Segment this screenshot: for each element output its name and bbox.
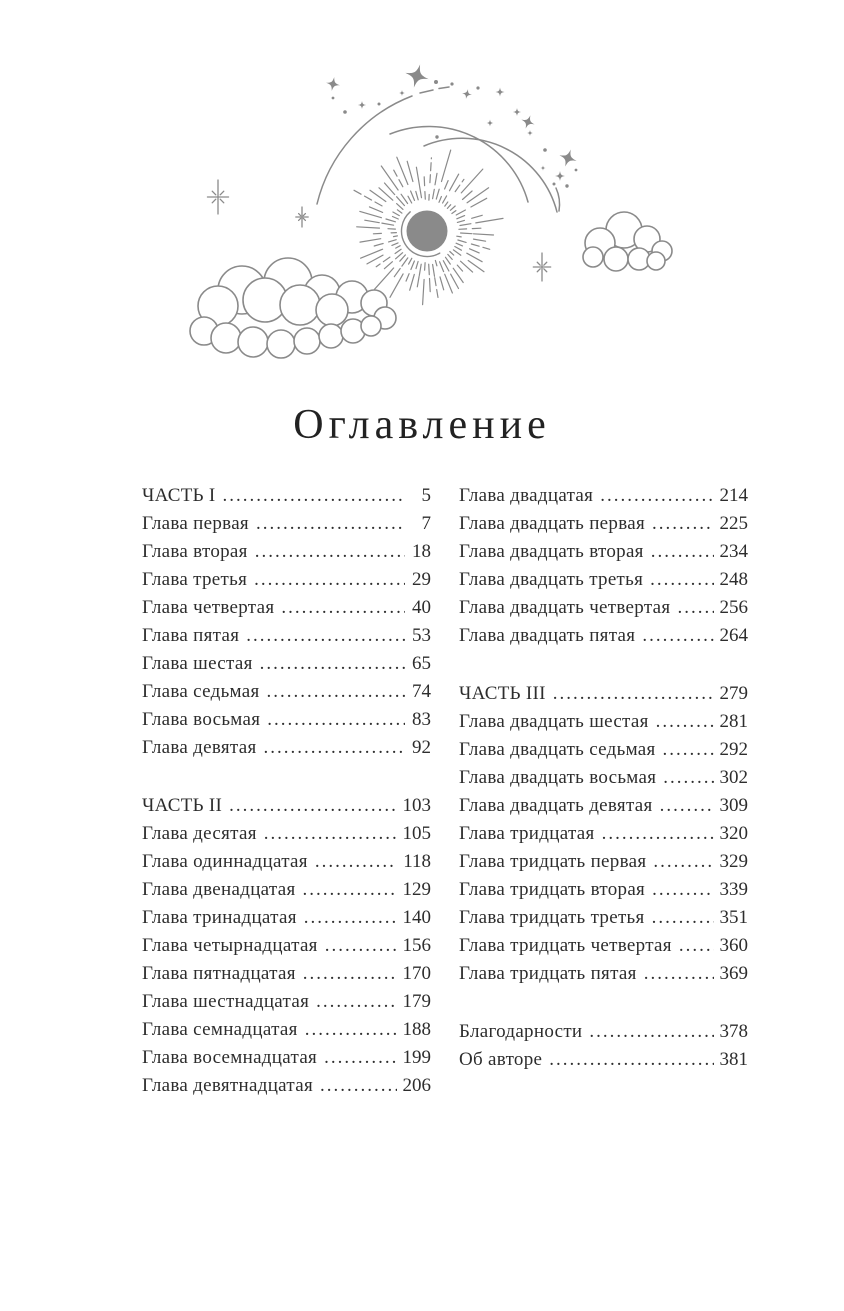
sparkle-group [207,180,550,281]
toc-entry [142,960,431,988]
toc-entry-page: 129 [402,879,431,900]
star-icon [496,88,505,97]
sparkle-icon [533,253,550,281]
toc-entry-label: Глава двенадцатая [142,879,296,900]
toc-leader-dots [653,848,713,876]
toc-leader-dots [264,734,405,762]
toc-entry-page: 53 [412,625,431,646]
toc-entry [459,960,748,988]
toc-entry-page: 179 [402,991,431,1012]
toc-entry [459,566,748,594]
toc-entry [459,538,748,566]
toc-entry-label: ЧАСТЬ II [142,795,223,816]
toc-entry-label: Глава тридцать пятая [459,963,637,984]
toc-entry-page: 74 [412,681,431,702]
toc-leader-dots [652,510,714,538]
toc-entry-label: Глава двадцать четвертая [459,597,671,618]
toc-leader-dots [281,594,405,622]
toc-entry-page: 225 [719,513,748,534]
toc-entry-label: Глава тридцать четвертая [459,935,672,956]
toc-column-right [459,482,748,1074]
arc-outer [317,96,412,204]
toc-leader-dots [267,706,405,734]
toc-entry [459,736,748,764]
celestial-illustration [0,0,844,390]
toc-entry-page: 309 [719,795,748,816]
toc-entry [142,566,431,594]
toc-leader-dots [679,932,714,960]
toc-entry-label: Глава семнадцатая [142,1019,298,1040]
toc-entry-page: 292 [719,739,748,760]
star-trail [325,61,579,187]
toc-entry [142,510,431,538]
toc-entry-label: Глава тридцать третья [459,907,645,928]
star-icon [540,165,545,170]
toc-entry [459,680,748,708]
star-dot [450,82,453,85]
toc-leader-dots [264,820,397,848]
star-icon [527,130,533,136]
toc-entry [142,482,431,510]
toc-entry-page: 256 [719,597,748,618]
toc-entry-label: Глава восемнадцатая [142,1047,318,1068]
toc-entry-label: Глава двадцатая [459,485,594,506]
star-icon [555,171,565,181]
toc-entry-page: 281 [719,711,748,732]
toc-entry-page: 248 [719,569,748,590]
star-dot [553,183,556,186]
toc-entry-label: Глава седьмая [142,681,260,702]
sun-core [407,211,448,252]
toc-leader-dots [324,1044,396,1072]
toc-leader-dots [589,1018,713,1046]
toc-leader-dots [651,538,714,566]
toc-entry [459,482,748,510]
toc-leader-dots [260,650,405,678]
toc-entry-label: Глава десятая [142,823,257,844]
toc-entry [459,622,748,650]
toc-entry [459,510,748,538]
toc-entry-label: ЧАСТЬ I [142,485,216,506]
toc-entry [459,764,748,792]
toc-entry-page: 29 [412,569,431,590]
star-dot [565,184,568,187]
toc-entry-page: 103 [402,795,431,816]
toc-leader-dots [553,680,714,708]
sun-icon [354,150,504,305]
toc-entry-label: Глава тридцатая [459,823,595,844]
toc-group [459,680,748,988]
page-title: Оглавление [293,402,551,448]
toc-entry-label: Глава двадцать седьмая [459,739,656,760]
cloud-right-icon [583,212,672,271]
toc-entry-label: Глава тринадцатая [142,907,297,928]
toc-entry-page: 279 [719,683,748,704]
star-icon [358,101,366,109]
toc-leader-dots [320,1072,396,1100]
toc-entry-page: 360 [719,935,748,956]
toc-group [459,1018,748,1074]
toc-entry-label: Глава двадцать восьмая [459,767,657,788]
toc-leader-dots [303,876,397,904]
toc-leader-dots [549,1046,713,1074]
toc-group [142,792,431,1100]
toc-entry-label: Глава пятая [142,625,240,646]
toc-entry [459,932,748,960]
toc-entry [142,932,431,960]
toc-leader-dots [223,482,406,510]
toc-entry-label: Глава четырнадцатая [142,935,318,956]
toc-entry [142,904,431,932]
toc-entry-label: Глава девятая [142,737,257,758]
toc-entry-page: 188 [402,1019,431,1040]
toc-entry-label: Глава двадцать третья [459,569,644,590]
toc-entry-page: 369 [719,963,748,984]
toc-entry-label: Глава шестнадцатая [142,991,310,1012]
toc-leader-dots [325,932,397,960]
cloud-left-icon [190,258,396,358]
toc-entry [142,622,431,650]
toc-entry-page: 320 [719,823,748,844]
toc-leader-dots [602,820,714,848]
toc-entry [142,792,431,820]
toc-entry [142,1044,431,1072]
toc-entry-page: 339 [719,879,748,900]
toc-leader-dots [246,622,405,650]
toc-entry-page: 92 [412,737,431,758]
toc-leader-dots [652,876,713,904]
star-icon [461,88,473,100]
toc-entry [459,820,748,848]
toc-entry [142,1016,431,1044]
toc-leader-dots [677,594,713,622]
star-dot [543,148,547,152]
toc-leader-dots [663,736,714,764]
toc-entry-page: 381 [719,1049,748,1070]
star-icon [557,147,580,170]
toc-entry-label: Глава первая [142,513,249,534]
toc-entry-page: 40 [412,597,431,618]
star-icon [402,61,431,90]
toc-entry-page: 302 [719,767,748,788]
star-dot [378,103,381,106]
toc-leader-dots [644,960,714,988]
toc-entry [142,678,431,706]
toc-column-left [142,482,431,1100]
toc-entry-label: Глава двадцать шестая [459,711,649,732]
toc-entry-page: 7 [421,513,431,534]
star-icon [513,108,521,116]
toc-entry [459,792,748,820]
star-icon [399,90,405,96]
star-dot [343,110,347,114]
toc-entry [142,538,431,566]
toc-entry [142,988,431,1016]
toc-entry-label: Глава тридцать первая [459,851,647,872]
star-icon [519,113,537,131]
toc-leader-dots [255,538,405,566]
toc-entry [142,1072,431,1100]
toc-entry-label: Глава двадцать вторая [459,541,644,562]
toc-entry [142,594,431,622]
toc-leader-dots [304,904,397,932]
toc-group [142,482,431,762]
toc-entry-label: Глава двадцать девятая [459,795,653,816]
toc-entry-page: 351 [719,907,748,928]
toc-entry [142,734,431,762]
toc-entry-label: Глава вторая [142,541,248,562]
toc-entry-label: Глава тридцать вторая [459,879,646,900]
toc-entry-page: 170 [402,963,431,984]
toc-leader-dots [305,1016,397,1044]
toc-entry-label: ЧАСТЬ III [459,683,546,704]
toc-leader-dots [316,988,396,1016]
toc-entry-page: 234 [719,541,748,562]
toc-leader-dots [656,708,714,736]
star-dot [434,80,438,84]
sparkle-icon [207,180,228,214]
star-dot [332,97,335,100]
toc-entry-page: 214 [719,485,748,506]
toc-entry-page: 264 [719,625,748,646]
toc-group [459,482,748,650]
toc-entry [142,650,431,678]
toc-entry-page: 140 [402,907,431,928]
toc-entry-page: 378 [719,1021,748,1042]
toc-entry-label: Благодарности [459,1021,583,1042]
table-of-contents [142,482,748,1100]
toc-leader-dots [254,566,405,594]
toc-entry-label: Глава девятнадцатая [142,1075,314,1096]
toc-entry-page: 65 [412,653,431,674]
toc-entry [459,876,748,904]
toc-entry-page: 105 [402,823,431,844]
toc-entry-page: 156 [402,935,431,956]
toc-entry-label: Глава четвертая [142,597,275,618]
toc-entry [142,706,431,734]
toc-leader-dots [652,904,714,932]
toc-leader-dots [600,482,713,510]
star-dot [435,135,438,138]
toc-entry-label: Глава восьмая [142,709,261,730]
toc-entry-page: 18 [412,541,431,562]
toc-entry-page: 5 [421,485,431,506]
star-dot [575,169,578,172]
toc-entry [459,594,748,622]
toc-entry-label: Об авторе [459,1049,543,1070]
toc-entry-label: Глава двадцать пятая [459,625,636,646]
toc-entry [459,848,748,876]
arc-dash [439,87,449,89]
toc-entry-label: Глава пятнадцатая [142,963,296,984]
toc-leader-dots [267,678,405,706]
toc-leader-dots [660,792,714,820]
toc-entry-label: Глава одиннадцатая [142,851,308,872]
star-dot [476,86,479,89]
toc-entry-label: Глава третья [142,569,248,590]
toc-leader-dots [663,764,713,792]
toc-leader-dots [642,622,713,650]
toc-leader-dots [256,510,405,538]
toc-entry [459,1046,748,1074]
toc-entry [459,904,748,932]
toc-entry-page: 329 [719,851,748,872]
toc-entry-page: 199 [402,1047,431,1068]
toc-entry-page: 206 [402,1075,431,1096]
toc-entry [142,876,431,904]
toc-leader-dots [315,848,397,876]
toc-leader-dots [650,566,713,594]
toc-entry [142,848,431,876]
toc-leader-dots [229,792,396,820]
toc-entry [142,820,431,848]
toc-entry [459,1018,748,1046]
toc-entry-label: Глава шестая [142,653,253,674]
toc-leader-dots [303,960,397,988]
toc-entry [459,708,748,736]
star-icon [487,120,494,127]
toc-entry-label: Глава двадцать первая [459,513,645,534]
star-icon [325,76,341,92]
arc-dash [420,90,433,93]
toc-entry-page: 118 [403,851,431,872]
toc-entry-page: 83 [412,709,431,730]
sparkle-icon [296,207,308,227]
